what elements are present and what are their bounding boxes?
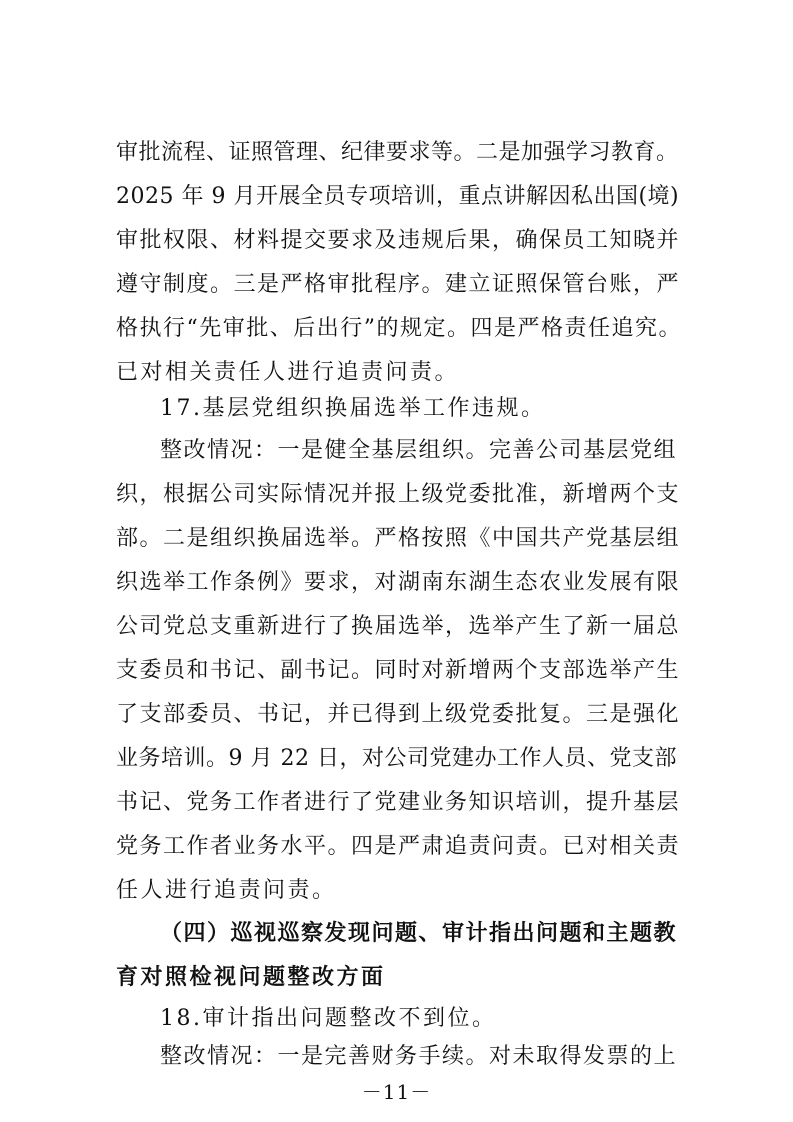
text-line: 任人进行追责问责。: [116, 878, 337, 903]
text-line: 织，根据公司实际情况并报上级党委批准，新增两个支: [116, 482, 681, 507]
text-line: 党务工作者业务水平。四是严肃追责问责。已对相关责: [116, 834, 681, 859]
text-line: 已对相关责任人进行追责问责。: [116, 360, 460, 385]
section-heading-continued: 育对照检视问题整改方面: [116, 964, 386, 990]
text-line: 书记、党务工作者进行了党建业务知识培训，提升基层: [116, 790, 681, 815]
paragraph-first-line: 整改情况：一是健全基层组织。完善公司基层党组: [160, 438, 678, 463]
text-line: 织选举工作条例》要求，对湖南东湖生态农业发展有限: [116, 570, 681, 595]
item-heading-17: 17.基层党组织换届选举工作违规。: [160, 396, 546, 421]
text-line: 公司党总支重新进行了换届选举，选举产生了新一届总: [116, 614, 681, 639]
text-line: 支委员和书记、副书记。同时对新增两个支部选举产生: [116, 658, 681, 683]
section-heading: （四）巡视巡察发现问题、审计指出问题和主题教: [160, 920, 678, 946]
text-line: 审批流程、证照管理、纪律要求等。二是加强学习教育。: [116, 140, 679, 165]
text-line: 遵守制度。三是严格审批程序。建立证照保管台账，严: [116, 272, 681, 297]
text-line: 部。二是组织换届选举。严格按照《中国共产党基层组: [116, 526, 681, 551]
item-heading-18: 18.审计指出问题整改不到位。: [160, 1006, 497, 1031]
page-number: －11－: [361, 1080, 432, 1104]
text-line: 2025 年 9 月开展全员专项培训，重点讲解因私出国(境): [116, 184, 680, 209]
text-line: 格执行“先审批、后出行”的规定。四是严格责任追究。: [116, 316, 682, 341]
text-line: 了支部委员、书记，并已得到上级党委批复。三是强化: [116, 702, 681, 727]
text-line: 审批权限、材料提交要求及违规后果，确保员工知晓并: [116, 228, 681, 253]
paragraph-first-line: 整改情况：一是完善财务手续。对未取得发票的上: [160, 1044, 678, 1069]
text-line: 业务培训。9 月 22 日，对公司党建办工作人员、党支部: [116, 746, 677, 771]
